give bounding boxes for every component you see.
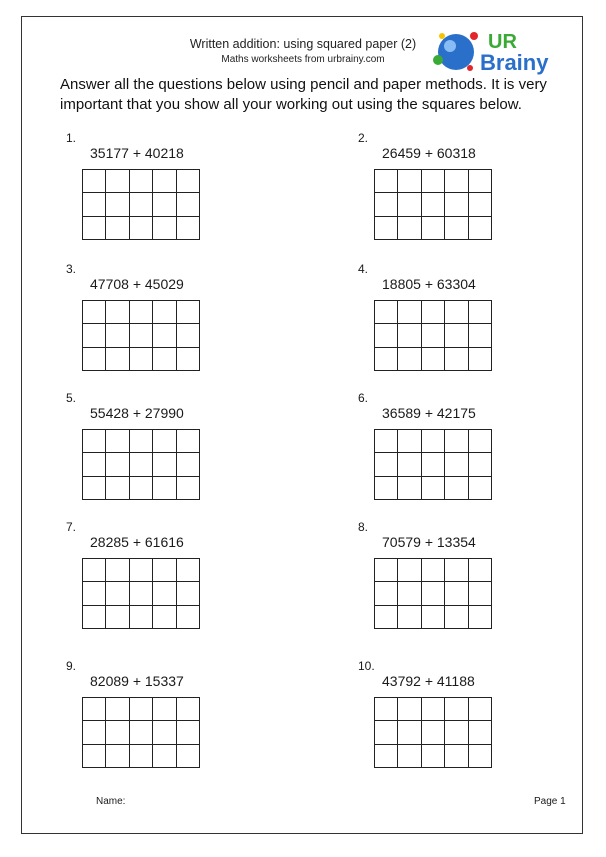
grid-cell[interactable] xyxy=(398,430,421,453)
question-sum: 70579 + 13354 xyxy=(382,534,476,550)
question-4 xyxy=(358,262,558,382)
grid-cell[interactable] xyxy=(422,170,445,193)
question-sum: 18805 + 63304 xyxy=(382,276,476,292)
grid-cell[interactable] xyxy=(375,721,398,744)
grid-cell[interactable] xyxy=(469,698,492,721)
grid-cell[interactable] xyxy=(469,170,492,193)
grid-cell[interactable] xyxy=(422,193,445,216)
instructions-text: Answer all the questions below using pencil and paper methods. It is very important that you show all your working out using the squares below. xyxy=(60,76,547,113)
grid-cell[interactable] xyxy=(83,430,106,453)
grid-cell[interactable] xyxy=(153,170,176,193)
working-grid[interactable] xyxy=(82,429,200,500)
grid-cell[interactable] xyxy=(398,559,421,582)
grid-cell[interactable] xyxy=(375,582,398,605)
question-number: 6. xyxy=(358,391,369,405)
grid-cell[interactable] xyxy=(375,170,398,193)
grid-cell[interactable] xyxy=(177,453,200,476)
grid-cell[interactable] xyxy=(153,698,176,721)
question-sum: 36589 + 42175 xyxy=(382,405,476,421)
grid-cell[interactable] xyxy=(83,698,106,721)
grid-cell[interactable] xyxy=(130,698,153,721)
grid-cell[interactable] xyxy=(445,453,468,476)
grid-cell[interactable] xyxy=(83,721,106,744)
grid-cell[interactable] xyxy=(153,721,176,744)
grid-cell[interactable] xyxy=(375,217,398,240)
grid-cell[interactable] xyxy=(177,324,200,347)
grid-cell[interactable] xyxy=(83,324,106,347)
grid-cell[interactable] xyxy=(375,745,398,768)
grid-cell[interactable] xyxy=(130,324,153,347)
grid-cell[interactable] xyxy=(177,170,200,193)
grid-cell[interactable] xyxy=(83,453,106,476)
question-7 xyxy=(66,520,266,640)
question-number: 10. xyxy=(358,659,375,673)
working-grid[interactable] xyxy=(82,697,200,768)
grid-cell[interactable] xyxy=(445,477,468,500)
question-1 xyxy=(66,131,266,251)
grid-cell[interactable] xyxy=(422,721,445,744)
working-grid[interactable] xyxy=(374,429,492,500)
grid-cell[interactable] xyxy=(469,582,492,605)
grid-cell[interactable] xyxy=(469,324,492,347)
grid-cell[interactable] xyxy=(445,193,468,216)
grid-cell[interactable] xyxy=(153,324,176,347)
grid-cell[interactable] xyxy=(153,301,176,324)
grid-cell[interactable] xyxy=(106,559,129,582)
question-number: 2. xyxy=(358,131,369,145)
working-grid[interactable] xyxy=(82,558,200,629)
worksheet-title: Written addition: using squared paper (2) xyxy=(189,37,417,51)
grid-cell[interactable] xyxy=(177,745,200,768)
question-sum: 28285 + 61616 xyxy=(90,534,184,550)
grid-cell[interactable] xyxy=(398,453,421,476)
question-sum: 47708 + 45029 xyxy=(90,276,184,292)
question-sum: 55428 + 27990 xyxy=(90,405,184,421)
grid-cell[interactable] xyxy=(130,721,153,744)
grid-cell[interactable] xyxy=(177,217,200,240)
working-grid[interactable] xyxy=(82,169,200,240)
grid-cell[interactable] xyxy=(422,324,445,347)
grid-cell[interactable] xyxy=(153,559,176,582)
grid-cell[interactable] xyxy=(445,582,468,605)
worksheet-subtitle: Maths worksheets from urbrainy.com xyxy=(221,54,385,65)
grid-cell[interactable] xyxy=(130,430,153,453)
grid-cell[interactable] xyxy=(130,170,153,193)
grid-cell[interactable] xyxy=(83,745,106,768)
grid-cell[interactable] xyxy=(398,606,421,629)
grid-cell[interactable] xyxy=(106,582,129,605)
grid-cell[interactable] xyxy=(106,324,129,347)
grid-cell[interactable] xyxy=(106,745,129,768)
grid-cell[interactable] xyxy=(106,193,129,216)
grid-cell[interactable] xyxy=(398,170,421,193)
grid-cell[interactable] xyxy=(422,477,445,500)
grid-cell[interactable] xyxy=(153,430,176,453)
grid-cell[interactable] xyxy=(130,348,153,371)
grid-cell[interactable] xyxy=(422,745,445,768)
urbrainy-logo xyxy=(430,22,550,78)
question-6 xyxy=(358,391,558,511)
working-grid[interactable] xyxy=(374,300,492,371)
grid-cell[interactable] xyxy=(153,217,176,240)
grid-cell[interactable] xyxy=(375,698,398,721)
grid-cell[interactable] xyxy=(445,559,468,582)
grid-cell[interactable] xyxy=(469,430,492,453)
grid-cell[interactable] xyxy=(153,477,176,500)
grid-cell[interactable] xyxy=(375,453,398,476)
question-5 xyxy=(66,391,266,511)
question-number: 1. xyxy=(66,131,77,145)
grid-cell[interactable] xyxy=(375,193,398,216)
grid-cell[interactable] xyxy=(83,170,106,193)
working-grid[interactable] xyxy=(82,300,200,371)
grid-cell[interactable] xyxy=(177,430,200,453)
grid-cell[interactable] xyxy=(469,453,492,476)
question-2 xyxy=(358,131,558,251)
grid-cell[interactable] xyxy=(445,698,468,721)
grid-cell[interactable] xyxy=(445,301,468,324)
grid-cell[interactable] xyxy=(398,301,421,324)
grid-cell[interactable] xyxy=(398,477,421,500)
working-grid[interactable] xyxy=(374,169,492,240)
grid-cell[interactable] xyxy=(398,348,421,371)
grid-cell[interactable] xyxy=(422,606,445,629)
grid-cell[interactable] xyxy=(375,301,398,324)
grid-cell[interactable] xyxy=(445,170,468,193)
grid-cell[interactable] xyxy=(153,582,176,605)
question-number: 3. xyxy=(66,262,77,276)
grid-cell[interactable] xyxy=(177,348,200,371)
grid-cell[interactable] xyxy=(422,301,445,324)
grid-cell[interactable] xyxy=(469,606,492,629)
grid-cell[interactable] xyxy=(469,559,492,582)
question-number: 8. xyxy=(358,520,369,534)
grid-cell[interactable] xyxy=(375,559,398,582)
logo-text-brainy: Brainy xyxy=(480,50,549,75)
question-8 xyxy=(358,520,558,640)
grid-cell[interactable] xyxy=(83,559,106,582)
grid-cell[interactable] xyxy=(106,698,129,721)
logo-text-ur: UR xyxy=(488,31,517,53)
grid-cell[interactable] xyxy=(130,193,153,216)
grid-cell[interactable] xyxy=(130,477,153,500)
grid-cell[interactable] xyxy=(83,193,106,216)
question-3 xyxy=(66,262,266,382)
grid-cell[interactable] xyxy=(153,348,176,371)
grid-cell[interactable] xyxy=(445,606,468,629)
grid-cell[interactable] xyxy=(445,348,468,371)
grid-cell[interactable] xyxy=(83,217,106,240)
grid-cell[interactable] xyxy=(398,698,421,721)
working-grid[interactable] xyxy=(374,697,492,768)
grid-cell[interactable] xyxy=(422,698,445,721)
grid-cell[interactable] xyxy=(375,606,398,629)
grid-cell[interactable] xyxy=(398,745,421,768)
grid-cell[interactable] xyxy=(469,745,492,768)
question-sum: 82089 + 15337 xyxy=(90,673,184,689)
grid-cell[interactable] xyxy=(106,348,129,371)
question-number: 7. xyxy=(66,520,77,534)
grid-cell[interactable] xyxy=(398,721,421,744)
grid-cell[interactable] xyxy=(130,745,153,768)
footer-page-number: Page 1 xyxy=(534,796,566,807)
grid-cell[interactable] xyxy=(106,477,129,500)
grid-cell[interactable] xyxy=(398,582,421,605)
grid-cell[interactable] xyxy=(153,453,176,476)
grid-cell[interactable] xyxy=(375,348,398,371)
question-sum: 35177 + 40218 xyxy=(90,145,184,161)
grid-cell[interactable] xyxy=(83,348,106,371)
grid-cell[interactable] xyxy=(177,606,200,629)
grid-cell[interactable] xyxy=(375,477,398,500)
grid-cell[interactable] xyxy=(106,217,129,240)
grid-cell[interactable] xyxy=(445,745,468,768)
grid-cell[interactable] xyxy=(177,477,200,500)
grid-cell[interactable] xyxy=(83,477,106,500)
grid-cell[interactable] xyxy=(445,721,468,744)
grid-cell[interactable] xyxy=(469,721,492,744)
grid-cell[interactable] xyxy=(130,606,153,629)
question-sum: 26459 + 60318 xyxy=(382,145,476,161)
grid-cell[interactable] xyxy=(177,721,200,744)
grid-cell[interactable] xyxy=(469,477,492,500)
question-9 xyxy=(66,659,266,779)
grid-cell[interactable] xyxy=(422,430,445,453)
footer-name-label: Name: xyxy=(96,796,126,807)
question-number: 4. xyxy=(358,262,369,276)
grid-cell[interactable] xyxy=(422,217,445,240)
grid-cell[interactable] xyxy=(177,582,200,605)
grid-cell[interactable] xyxy=(422,453,445,476)
grid-cell[interactable] xyxy=(398,324,421,347)
grid-cell[interactable] xyxy=(106,606,129,629)
grid-cell[interactable] xyxy=(106,430,129,453)
grid-cell[interactable] xyxy=(445,324,468,347)
grid-cell[interactable] xyxy=(130,582,153,605)
grid-cell[interactable] xyxy=(375,324,398,347)
grid-cell[interactable] xyxy=(398,193,421,216)
grid-cell[interactable] xyxy=(153,745,176,768)
grid-cell[interactable] xyxy=(445,430,468,453)
question-sum: 43792 + 41188 xyxy=(382,673,475,689)
grid-cell[interactable] xyxy=(375,430,398,453)
grid-cell[interactable] xyxy=(130,453,153,476)
grid-cell[interactable] xyxy=(445,217,468,240)
grid-cell[interactable] xyxy=(83,582,106,605)
grid-cell[interactable] xyxy=(469,301,492,324)
grid-cell[interactable] xyxy=(398,217,421,240)
grid-cell[interactable] xyxy=(177,301,200,324)
grid-cell[interactable] xyxy=(422,559,445,582)
grid-cell[interactable] xyxy=(106,721,129,744)
question-number: 9. xyxy=(66,659,77,673)
grid-cell[interactable] xyxy=(422,348,445,371)
grid-cell[interactable] xyxy=(83,301,106,324)
question-number: 5. xyxy=(66,391,77,405)
working-grid[interactable] xyxy=(374,558,492,629)
grid-cell[interactable] xyxy=(106,301,129,324)
grid-cell[interactable] xyxy=(83,606,106,629)
grid-cell[interactable] xyxy=(130,301,153,324)
grid-cell[interactable] xyxy=(422,582,445,605)
grid-cell[interactable] xyxy=(130,217,153,240)
grid-cell[interactable] xyxy=(177,698,200,721)
grid-cell[interactable] xyxy=(177,559,200,582)
grid-cell[interactable] xyxy=(153,606,176,629)
grid-cell[interactable] xyxy=(153,193,176,216)
grid-cell[interactable] xyxy=(106,170,129,193)
grid-cell[interactable] xyxy=(177,193,200,216)
grid-cell[interactable] xyxy=(130,559,153,582)
grid-cell[interactable] xyxy=(106,453,129,476)
grid-cell[interactable] xyxy=(469,348,492,371)
question-10 xyxy=(358,659,558,779)
grid-cell[interactable] xyxy=(469,193,492,216)
grid-cell[interactable] xyxy=(469,217,492,240)
